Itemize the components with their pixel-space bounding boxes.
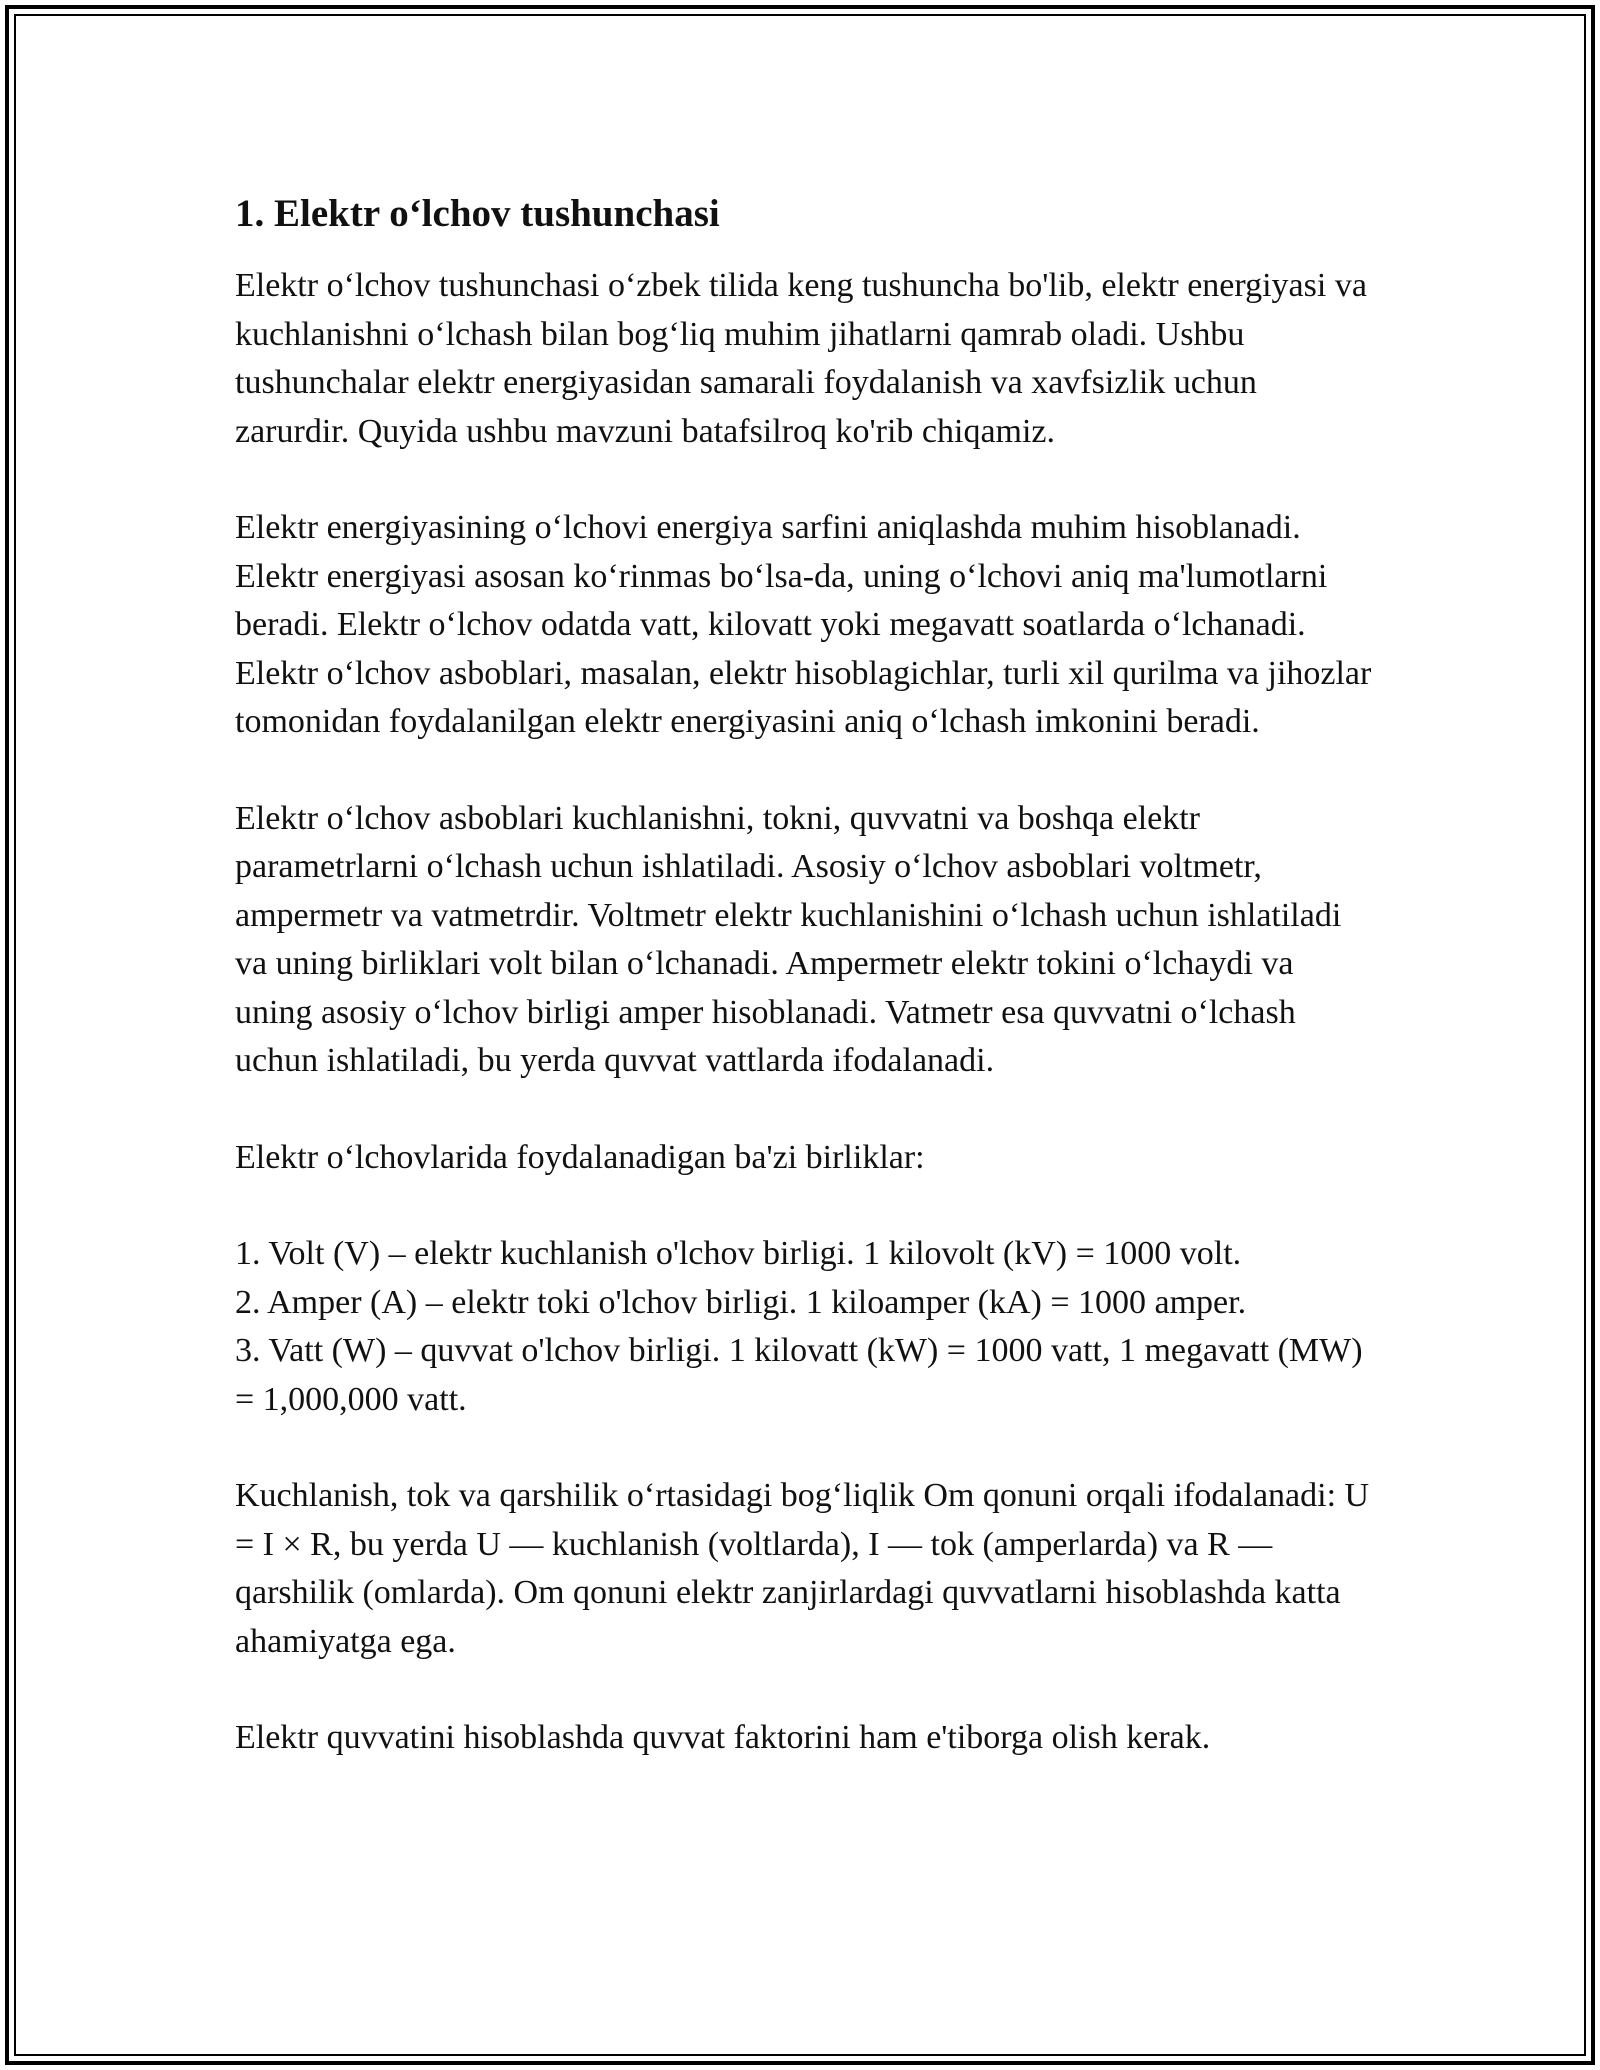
paragraph-power-factor: Elektr quvvatini hisoblashda quvvat faktorini ham e'tiborga olish kerak. [235, 1719, 1211, 1756]
list-item: 2. Amper (A) – elektr toki o'lchov birligi. 1 kiloamper (kA) = 1000 amper. [235, 1283, 1247, 1321]
paragraph-energy-measurement: Elektr energiyasining o‘lchovi energiya sarfini aniqlashda muhim hisoblanadi. Elektr energiyasi asosan ko‘rinmas bo‘lsa-da, uning o‘lchovi aniq ma'lumotlarni beradi. Elektr o‘lchov odatda vatt, kilovatt yoki megavatt soatlarda o‘lchanadi. Elektr o‘lchov asboblari, masalan, elektr hisoblagichlar, turli xil qurilma va jihozlar tomonidan foydalanilgan elektr energiyasini aniq o‘lchash imkonini beradi. [235, 509, 1372, 740]
paragraph-ohms-law: Kuchlanish, tok va qarshilik o‘rtasidagi bog‘liqlik Om qonuni orqali ifodalanadi: U = I × R, bu yerda U — kuchlanish (voltlarda), I — tok (amperlarda) va R — qarshilik (omlarda). Om qonuni elektr zanjirlardagi quvvatlarni hisoblashda katta ahamiyatga ega. [235, 1477, 1370, 1660]
paragraph-instruments: Elektr o‘lchov asboblari kuchlanishni, tokni, quvvatni va boshqa elektr parametrlarni o‘lchash uchun ishlatiladi. Asosiy o‘lchov asboblari voltmetr, ampermetr va vatmetrdir. Voltmetr elektr kuchlanishini o‘lchash uchun ishlatiladi va uning birliklari volt bilan o‘lchanadi. Ampermetr elektr tokini o‘lchaydi va uning asosiy o‘lchov birligi amper hisoblanadi. Vatmetr esa quvvatni o‘lchash uchun ishlatiladi, bu yerda quvvat vattlarda ifodalanadi. [235, 799, 1342, 1079]
list-item: 3. Vatt (W) – quvvat o'lchov birligi. 1 kilovatt (kW) = 1000 vatt, 1 megavatt (MW) = 1,000,000 vatt. [235, 1332, 1363, 1418]
paragraph-units-intro: Elektr o‘lchovlarida foydalanadigan ba'zi birliklar: [235, 1138, 925, 1176]
units-list [235, 1230, 1375, 1424]
list-item: 1. Volt (V) – elektr kuchlanish o'lchov birligi. 1 kilovolt (kV) = 1000 volt. [235, 1235, 1242, 1272]
paragraph-intro: Elektr o‘lchov tushunchasi o‘zbek tilida keng tushuncha bo'lib, elektr energiyasi va kuchlanishni o‘lchash bilan bog‘liq muhim jihatlarni qamrab oladi. Ushbu tushunchalar elektr energiyasidan samarali foydalanish va xavfsizlik uchun zarurdir. Quyida ushbu mavzuni batafsilroq ko'rib chiqamiz. [235, 267, 1367, 450]
document-body [235, 188, 1375, 1811]
section-heading: 1. Elektr o‘lchov tushunchasi [235, 192, 720, 235]
